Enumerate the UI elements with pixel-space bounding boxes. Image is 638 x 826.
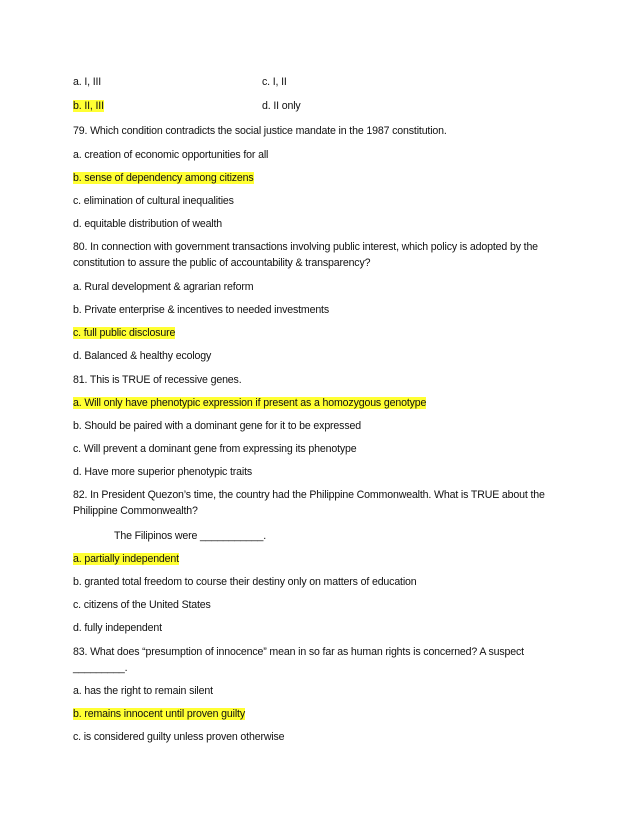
question-81: 81. This is TRUE of recessive genes. — [73, 374, 242, 386]
answer-highlight: b. II, III — [73, 100, 104, 112]
option-b-83 — [73, 707, 245, 721]
option-a-81 — [73, 396, 426, 410]
option-d-80: d. Balanced & healthy ecology — [73, 350, 212, 362]
option-b-82: b. granted total freedom to course their destiny only on matters of education — [73, 576, 417, 588]
option-a-78: a. I, III c. I, II — [73, 76, 287, 88]
question-82-line2: Philippine Commonwealth? — [73, 505, 198, 517]
answer-highlight: b. sense of dependency among citizens — [73, 172, 254, 184]
option-c-80 — [73, 326, 175, 340]
option-c-78: c. I, II — [262, 76, 287, 88]
answer-highlight: b. remains innocent until proven guilty — [73, 708, 245, 720]
option-d-82: d. fully independent — [73, 622, 162, 634]
question-80-line2: constitution to assure the public of accountability & transparency? — [73, 257, 371, 269]
option-c-81: c. Will prevent a dominant gene from expressing its phenotype — [73, 443, 357, 455]
option-a-83: a. has the right to remain silent — [73, 685, 213, 697]
option-b-78 — [73, 99, 301, 113]
option-c-82: c. citizens of the United States — [73, 599, 211, 611]
question-82-line1: 82. In President Quezon’s time, the country had the Philippine Commonwealth. What is TRUE about the — [73, 489, 545, 501]
option-a-82 — [73, 552, 179, 566]
option-c-83: c. is considered guilty unless proven otherwise — [73, 731, 285, 743]
answer-highlight: a. Will only have phenotypic expression if present as a homozygous genotype — [73, 397, 427, 409]
option-b-81: b. Should be paired with a dominant gene for it to be expressed — [73, 420, 361, 432]
answer-highlight: a. partially independent — [73, 553, 179, 565]
question-83-line2: _________. — [73, 662, 128, 674]
question-80-line1: 80. In connection with government transactions involving public interest, which policy is adopted by the — [73, 241, 538, 253]
option-c-79: c. elimination of cultural inequalities — [73, 195, 234, 207]
option-a-79: a. creation of economic opportunities for all — [73, 149, 269, 161]
option-d-78: d. II only — [262, 100, 301, 112]
option-d-81: d. Have more superior phenotypic traits — [73, 466, 253, 478]
option-d-79: d. equitable distribution of wealth — [73, 218, 223, 230]
option-a-80: a. Rural development & agrarian reform — [73, 281, 254, 293]
question-82-stem: The Filipinos were ___________. — [114, 530, 267, 542]
option-b-80: b. Private enterprise & incentives to needed investments — [73, 304, 329, 316]
question-79: 79. Which condition contradicts the social justice mandate in the 1987 constitution. — [73, 125, 447, 137]
option-b-79 — [73, 171, 254, 185]
answer-highlight: c. full public disclosure — [73, 327, 176, 339]
question-83-line1: 83. What does “presumption of innocence” mean in so far as human rights is concerned? A suspect — [73, 646, 524, 658]
